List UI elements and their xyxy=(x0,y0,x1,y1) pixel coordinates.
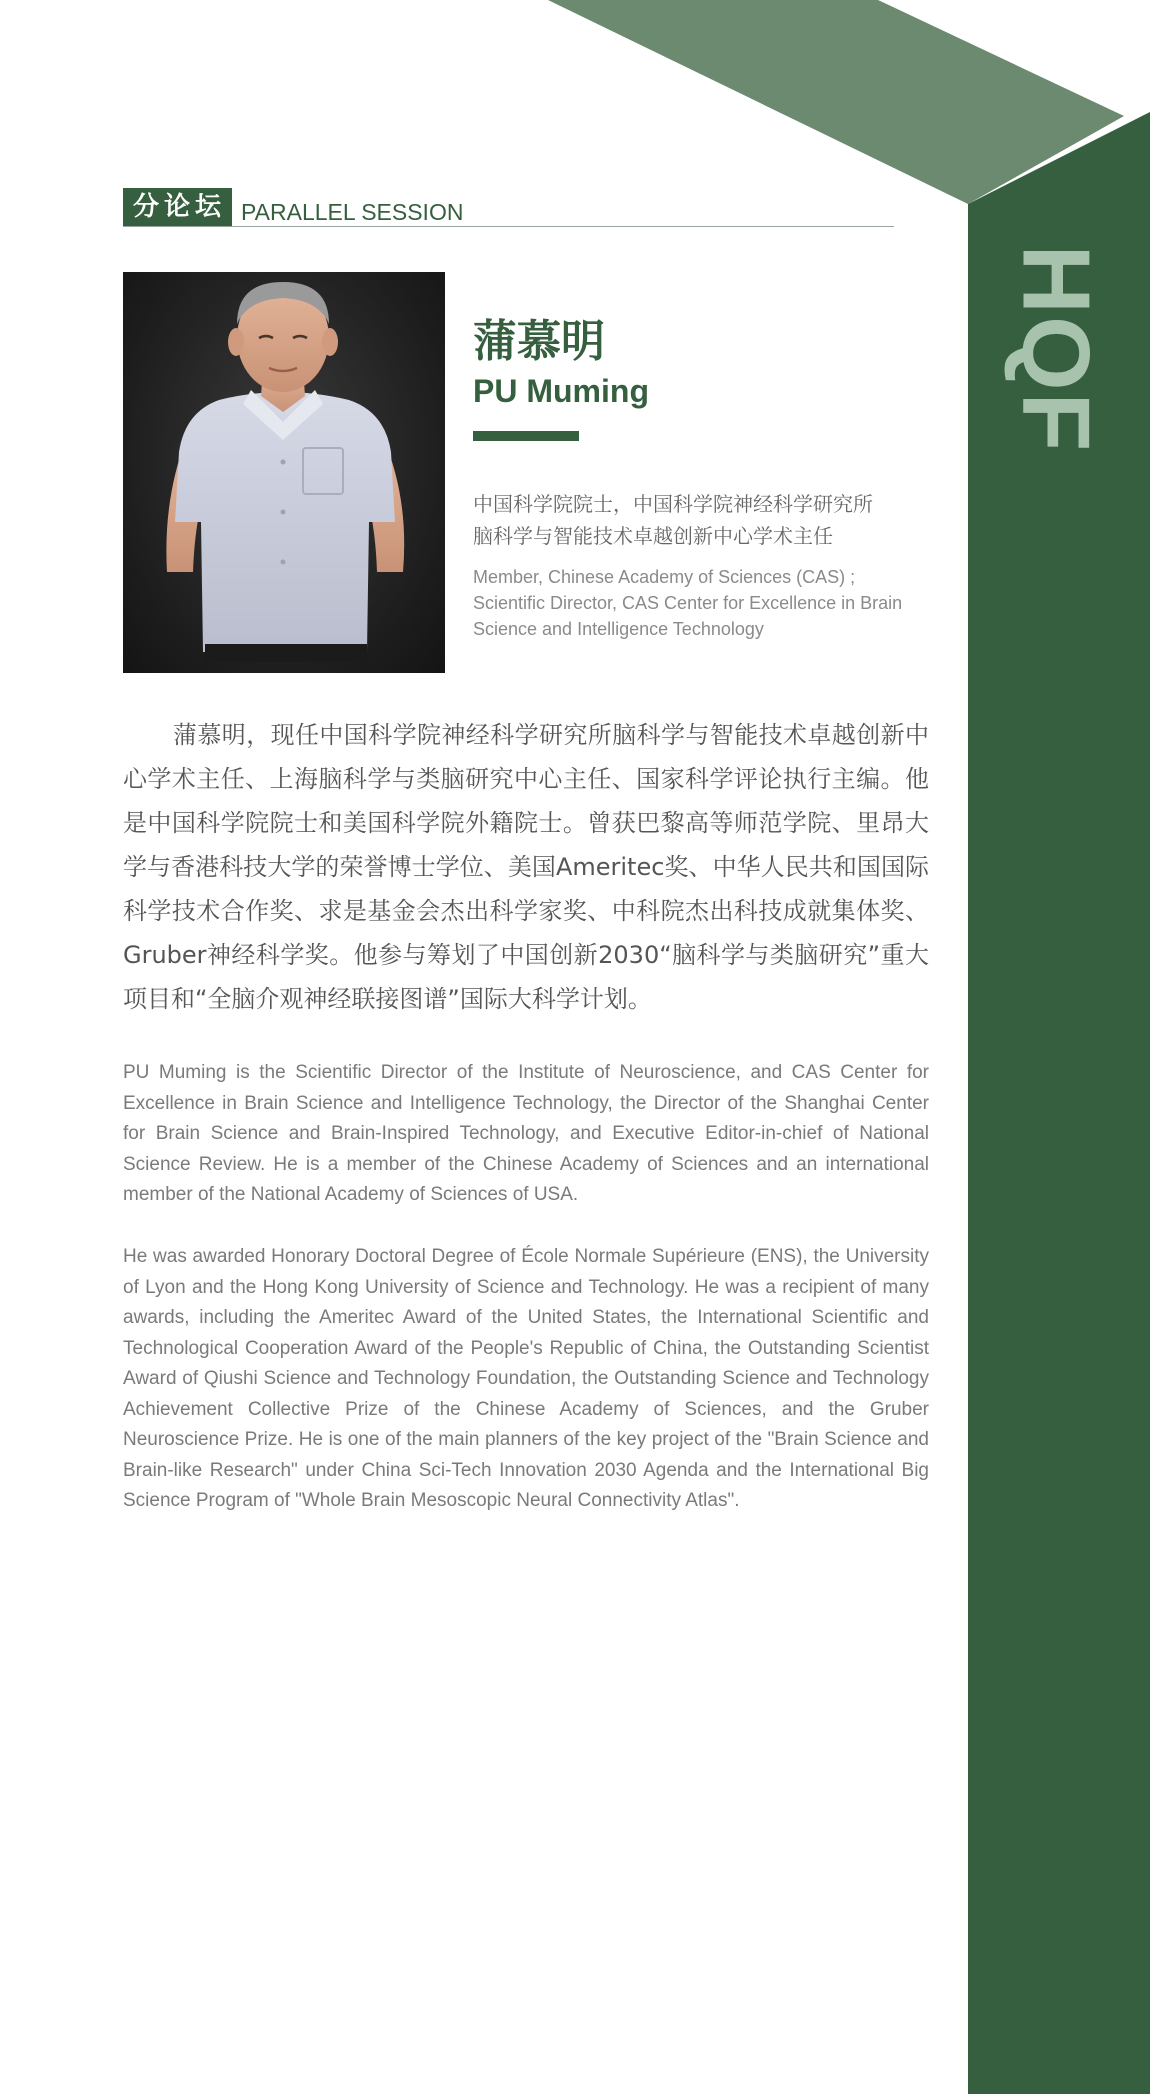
speaker-title-cn-line: 中国科学院院士，中国科学院神经科学研究所 xyxy=(473,492,873,516)
speaker-title-cn xyxy=(473,488,933,552)
hqf-logo xyxy=(1002,244,1110,454)
bio-en-paragraph: He was awarded Honorary Doctoral Degree of École Normale Supérieure (ENS), the University of Lyon and the Hong Kong University of Science and Technology. He was a recipient of many awards, including the Ameritec Award of the United States, the International Scientific and Technological Cooperation Award of the People's Republic of China, the Outstanding Scientist Award of Qiushi Science and Technology Foundation, the Outstanding Science and Technology Achievement Collective Prize of the Chinese Academy of Sciences, and the Gruber Neuroscience Prize. He is one of the main planners of the key project of the "Brain Science and Brain-like Research" under China Sci-Tech Innovation 2030 Agenda and the International Big Science Program of "Whole Brain Mesoscopic Neural Connectivity Atlas". xyxy=(123,1246,929,1511)
bio-en-paragraph: PU Muming is the Scientific Director of the Institute of Neuroscience, and CAS Center for Excellence in Brain Science and Intelligence Technology, the Director of the Shanghai Center for Brain Science and Brain-Inspired Technology, and Executive Editor-in-chief of National Science Review. He is a member of the Chinese Academy of Sciences and an international member of the National Academy of Sciences of USA. xyxy=(123,1062,929,1205)
section-tag-en: PARALLEL SESSION xyxy=(241,199,464,225)
speaker-title-en-line: Member, Chinese Academy of Sciences (CAS) ; xyxy=(473,567,856,587)
speaker-name-en: PU Muming xyxy=(473,373,649,409)
bio-cn: 蒲慕明，现任中国科学院神经科学研究所脑科学与智能技术卓越创新中心学术主任、上海脑科学与类脑研究中心主任、国家科学评论执行主编。他是中国科学院院士和美国科学院外籍院士。曾获巴黎高等师范学院、里昂大学与香港科技大学的荣誉博士学位、美国Ameritec奖、中华人民共和国国际科学技术合作奖、求是基金会杰出科学家奖、中科院杰出科技成就集体奖、Gruber神经科学奖。他参与筹划了中国创新2030“脑科学与类脑研究”重大项目和“全脑介观神经联接图谱”国际大科学计划。 xyxy=(123,721,929,1013)
speaker-title-en-line: Science and Intelligence Technology xyxy=(473,619,764,639)
speaker-title-cn-line: 脑科学与智能技术卓越创新中心学术主任 xyxy=(473,524,833,548)
section-tag-cn: 分论坛 xyxy=(123,188,232,226)
speaker-title-en xyxy=(473,564,933,642)
section-header xyxy=(123,186,894,227)
hqf-logo-text: HQF xyxy=(1002,244,1110,454)
speaker-name-cn: 蒲慕明 xyxy=(473,316,605,367)
portrait-illustration xyxy=(123,272,445,673)
name-underline xyxy=(473,431,579,441)
speaker-title-en-line: Scientific Director, CAS Center for Excellence in Brain xyxy=(473,593,903,613)
speaker-portrait xyxy=(123,272,445,673)
